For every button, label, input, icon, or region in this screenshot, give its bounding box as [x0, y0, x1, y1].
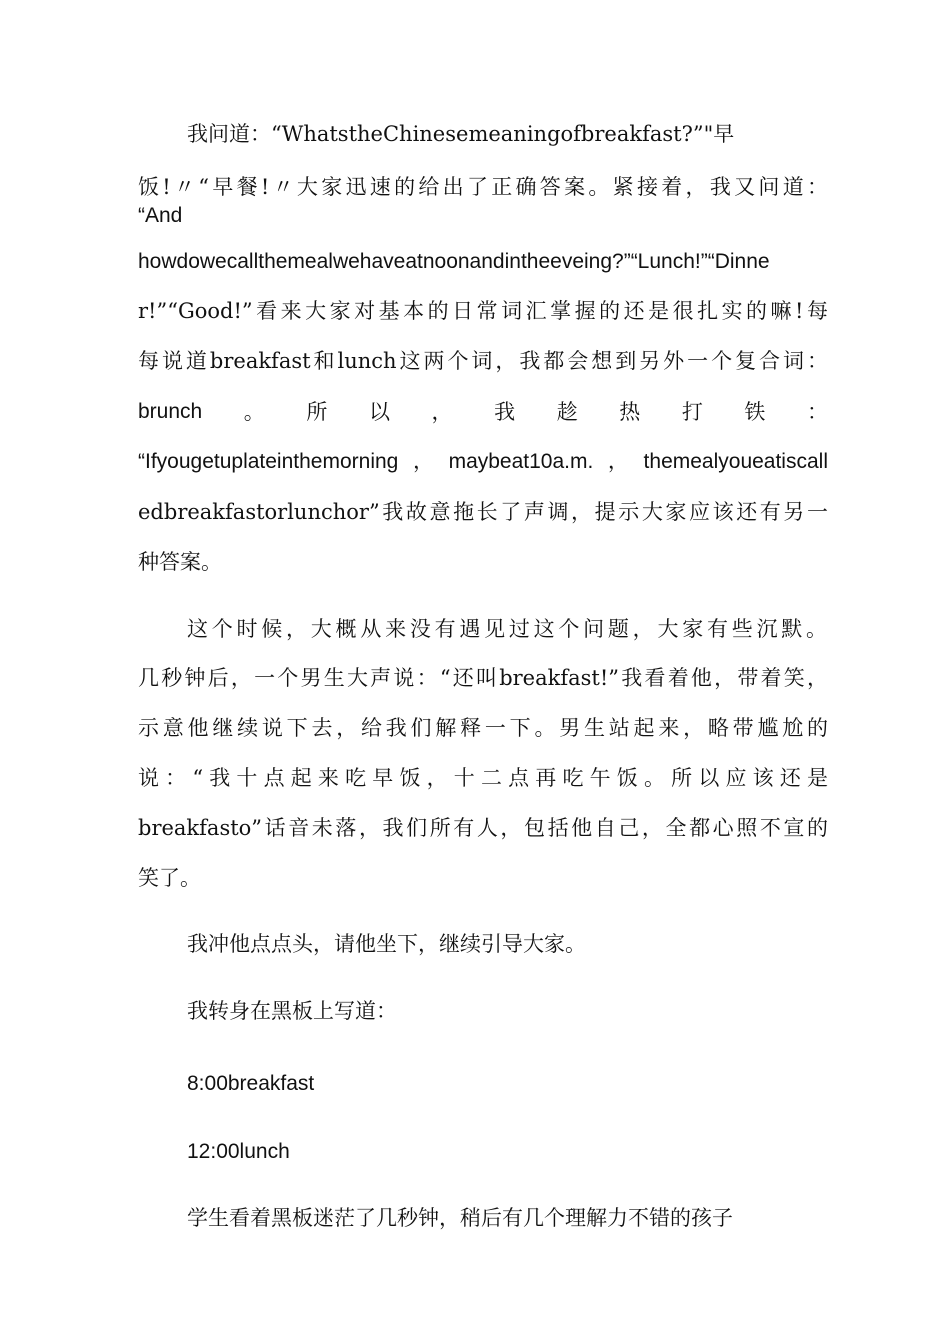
paragraph-line: r!”“Good!”看来大家对基本的日常词汇掌握的还是很扎实的嘛!每: [138, 299, 828, 323]
paragraph-line: 笑了。: [138, 866, 201, 890]
paragraph-line: “And: [138, 204, 183, 227]
paragraph-line: edbreakfastorlunchor”我故意拖长了声调，提示大家应该还有另一: [138, 500, 828, 524]
paragraph-line: 几秒钟后，一个男生大声说：“还叫breakfast!”我看着他，带着笑，: [138, 666, 828, 690]
blackboard-line: 8:00breakfast: [187, 1072, 315, 1095]
spread-word: 所: [306, 400, 328, 424]
spread-word: ，: [431, 400, 453, 424]
paragraph-line: 种答案。: [138, 550, 222, 574]
paragraph-line: 示意他继续说下去，给我们解释一下。男生站起来，略带尴尬的: [138, 716, 828, 740]
spread-word: 我: [494, 400, 516, 424]
blackboard-line: 12:00lunch: [187, 1140, 290, 1163]
spread-word: 。: [243, 400, 265, 424]
spread-word: 以: [368, 400, 390, 424]
paragraph-line: howdowecallthemealwehaveatnoonandintheeveing?”“Lunch!”“Dinne: [138, 250, 770, 273]
paragraph-line-spread: [138, 397, 828, 427]
paragraph-line: 饭!〃“早餐!〃大家迅速的给出了正确答案。紧接着，我又问道：: [138, 175, 828, 199]
paragraph-line: 说：“我十点起来吃早饭，十二点再吃午饭。所以应该还是: [138, 766, 828, 790]
spread-word: 趁: [556, 400, 578, 424]
paragraph-line: breakfasto”话音未落，我们所有人，包括他自己，全都心照不宣的: [138, 816, 828, 840]
spread-word: 铁: [744, 400, 766, 424]
paragraph-line: 我转身在黑板上写道：: [187, 999, 397, 1023]
paragraph-line: “Ifyougetuplateinthemorning，maybeat10a.m.，themealyoueatiscall: [138, 450, 828, 473]
paragraph-line: 这个时候，大概从来没有遇见过这个问题，大家有些沉默。: [187, 617, 827, 641]
spread-word: 打: [681, 400, 703, 424]
paragraph-line: 我问道：“WhatstheChinesemeaningofbreakfast?”"早: [187, 122, 735, 146]
paragraph-line: 学生看着黑板迷茫了几秒钟，稍后有几个理解力不错的孩子: [187, 1206, 733, 1230]
paragraph-line: 我冲他点点头，请他坐下，继续引导大家。: [187, 932, 586, 956]
spread-word: ：: [807, 400, 828, 424]
spread-word: 热: [619, 400, 641, 424]
paragraph-line: 每说道breakfast和lunch这两个词，我都会想到另外一个复合词：: [138, 349, 828, 373]
spread-word: brunch: [138, 400, 203, 423]
